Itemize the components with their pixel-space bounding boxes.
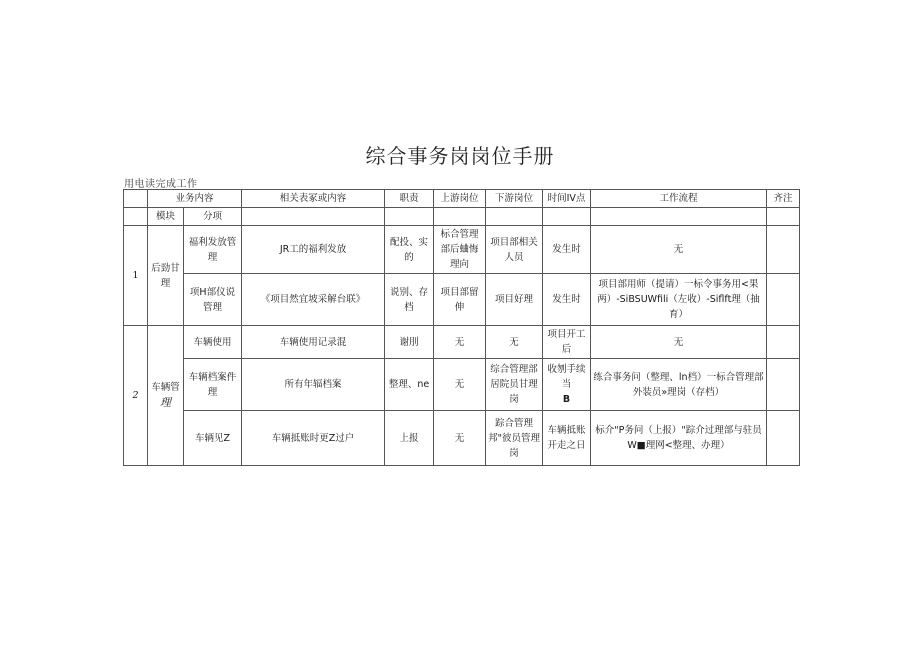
duty-cell: 配投、实的 — [385, 226, 434, 274]
upstream-cell: 项目部留伸 — [434, 274, 486, 326]
page-title: 综合事务岗岗位手册 — [365, 144, 555, 168]
notes-cell — [767, 326, 800, 359]
notes-cell — [767, 274, 800, 326]
subitem-cell: 车辆使用 — [184, 326, 242, 359]
module-cell — [148, 326, 184, 466]
forms-cell: 车辆抵账时更Z过户 — [242, 411, 385, 466]
header-timepoint: 时间IV点 — [543, 190, 591, 208]
forms-cell: JR工的福利发放 — [242, 226, 385, 274]
forms-cell: 《项目然宜坡采解台联》 — [242, 274, 385, 326]
downstream-cell: 无 — [486, 326, 543, 359]
header-business: 业务内容 — [148, 190, 242, 208]
module-label-tail: 理 — [160, 396, 171, 409]
time-cell: 车辆抵账开走之日 — [543, 411, 591, 466]
table-row — [124, 274, 800, 326]
upstream-cell: 标合管理部后蛐悔理向 — [434, 226, 486, 274]
workflow-cell: 无 — [591, 326, 767, 359]
downstream-cell: 项目好理 — [486, 274, 543, 326]
duty-cell: 上报 — [385, 411, 434, 466]
workflow-cell: 标介"P务问（上报）"踪介过理部与驻员W■理网<整理、办理） — [591, 411, 767, 466]
time-cell: 项目开工后 — [543, 326, 591, 359]
duty-cell: 谢刖 — [385, 326, 434, 359]
notes-cell — [767, 359, 800, 411]
subitem-cell: 车辆档案件理 — [184, 359, 242, 411]
workflow-cell: 无 — [591, 226, 767, 274]
downstream-cell: 综合管理部居院员甘理岗 — [486, 359, 543, 411]
table-row — [124, 326, 800, 359]
header-forms: 相关表冢或内容 — [242, 190, 385, 208]
duty-cell: 说别、存档 — [385, 274, 434, 326]
subitem-cell: 福利发放管理 — [184, 226, 242, 274]
header-downstream: 下游岗位 — [486, 190, 543, 208]
upstream-cell: 无 — [434, 411, 486, 466]
table-row — [124, 359, 800, 411]
header-duty: 职责 — [385, 190, 434, 208]
header-notes: 齐注 — [767, 190, 800, 208]
group-number: 1 — [124, 226, 148, 326]
job-manual-table — [123, 189, 800, 466]
table-row — [124, 226, 800, 274]
time-cell: 发生时 — [543, 274, 591, 326]
workflow-cell: 练合事务问（整理、ln档）一标合管理部外装员»理岗（存档） — [591, 359, 767, 411]
downstream-cell: 踪合管理邦"彼员管理岗 — [486, 411, 543, 466]
time-cell: 发生时 — [543, 226, 591, 274]
forms-cell: 车辆使用记录混 — [242, 326, 385, 359]
notes-cell — [767, 226, 800, 274]
header-row — [124, 190, 800, 208]
group-number: 2 — [124, 326, 148, 466]
header-workflow: 工作流程 — [591, 190, 767, 208]
subitem-cell: 项H部仪说管理 — [184, 274, 242, 326]
time-label-tail: B — [562, 394, 571, 405]
table-row — [124, 411, 800, 466]
module-cell: 后勁甘理 — [148, 226, 184, 326]
table-caption: 用电读完成工作 — [124, 179, 198, 190]
upstream-cell: 无 — [434, 359, 486, 411]
upstream-cell: 无 — [434, 326, 486, 359]
time-label: 收刎手续当 — [547, 364, 586, 390]
header-number-cell — [124, 190, 148, 208]
duty-cell: 整理、ne — [385, 359, 434, 411]
workflow-cell: 项目部用师（提请）一标令事务用<果两）-SiBSUWfili（左收）-Siflft理（抽育） — [591, 274, 767, 326]
subheader-row — [124, 208, 800, 226]
module-label: 车辆管 — [151, 382, 180, 393]
time-cell — [543, 359, 591, 411]
downstream-cell: 项目部相关人员 — [486, 226, 543, 274]
header-subitem: 分项 — [184, 208, 242, 226]
subitem-cell: 车辆见Z — [184, 411, 242, 466]
forms-cell: 所有年辐档案 — [242, 359, 385, 411]
notes-cell — [767, 411, 800, 466]
header-upstream: 上游岗位 — [434, 190, 486, 208]
header-module: 模块 — [148, 208, 184, 226]
